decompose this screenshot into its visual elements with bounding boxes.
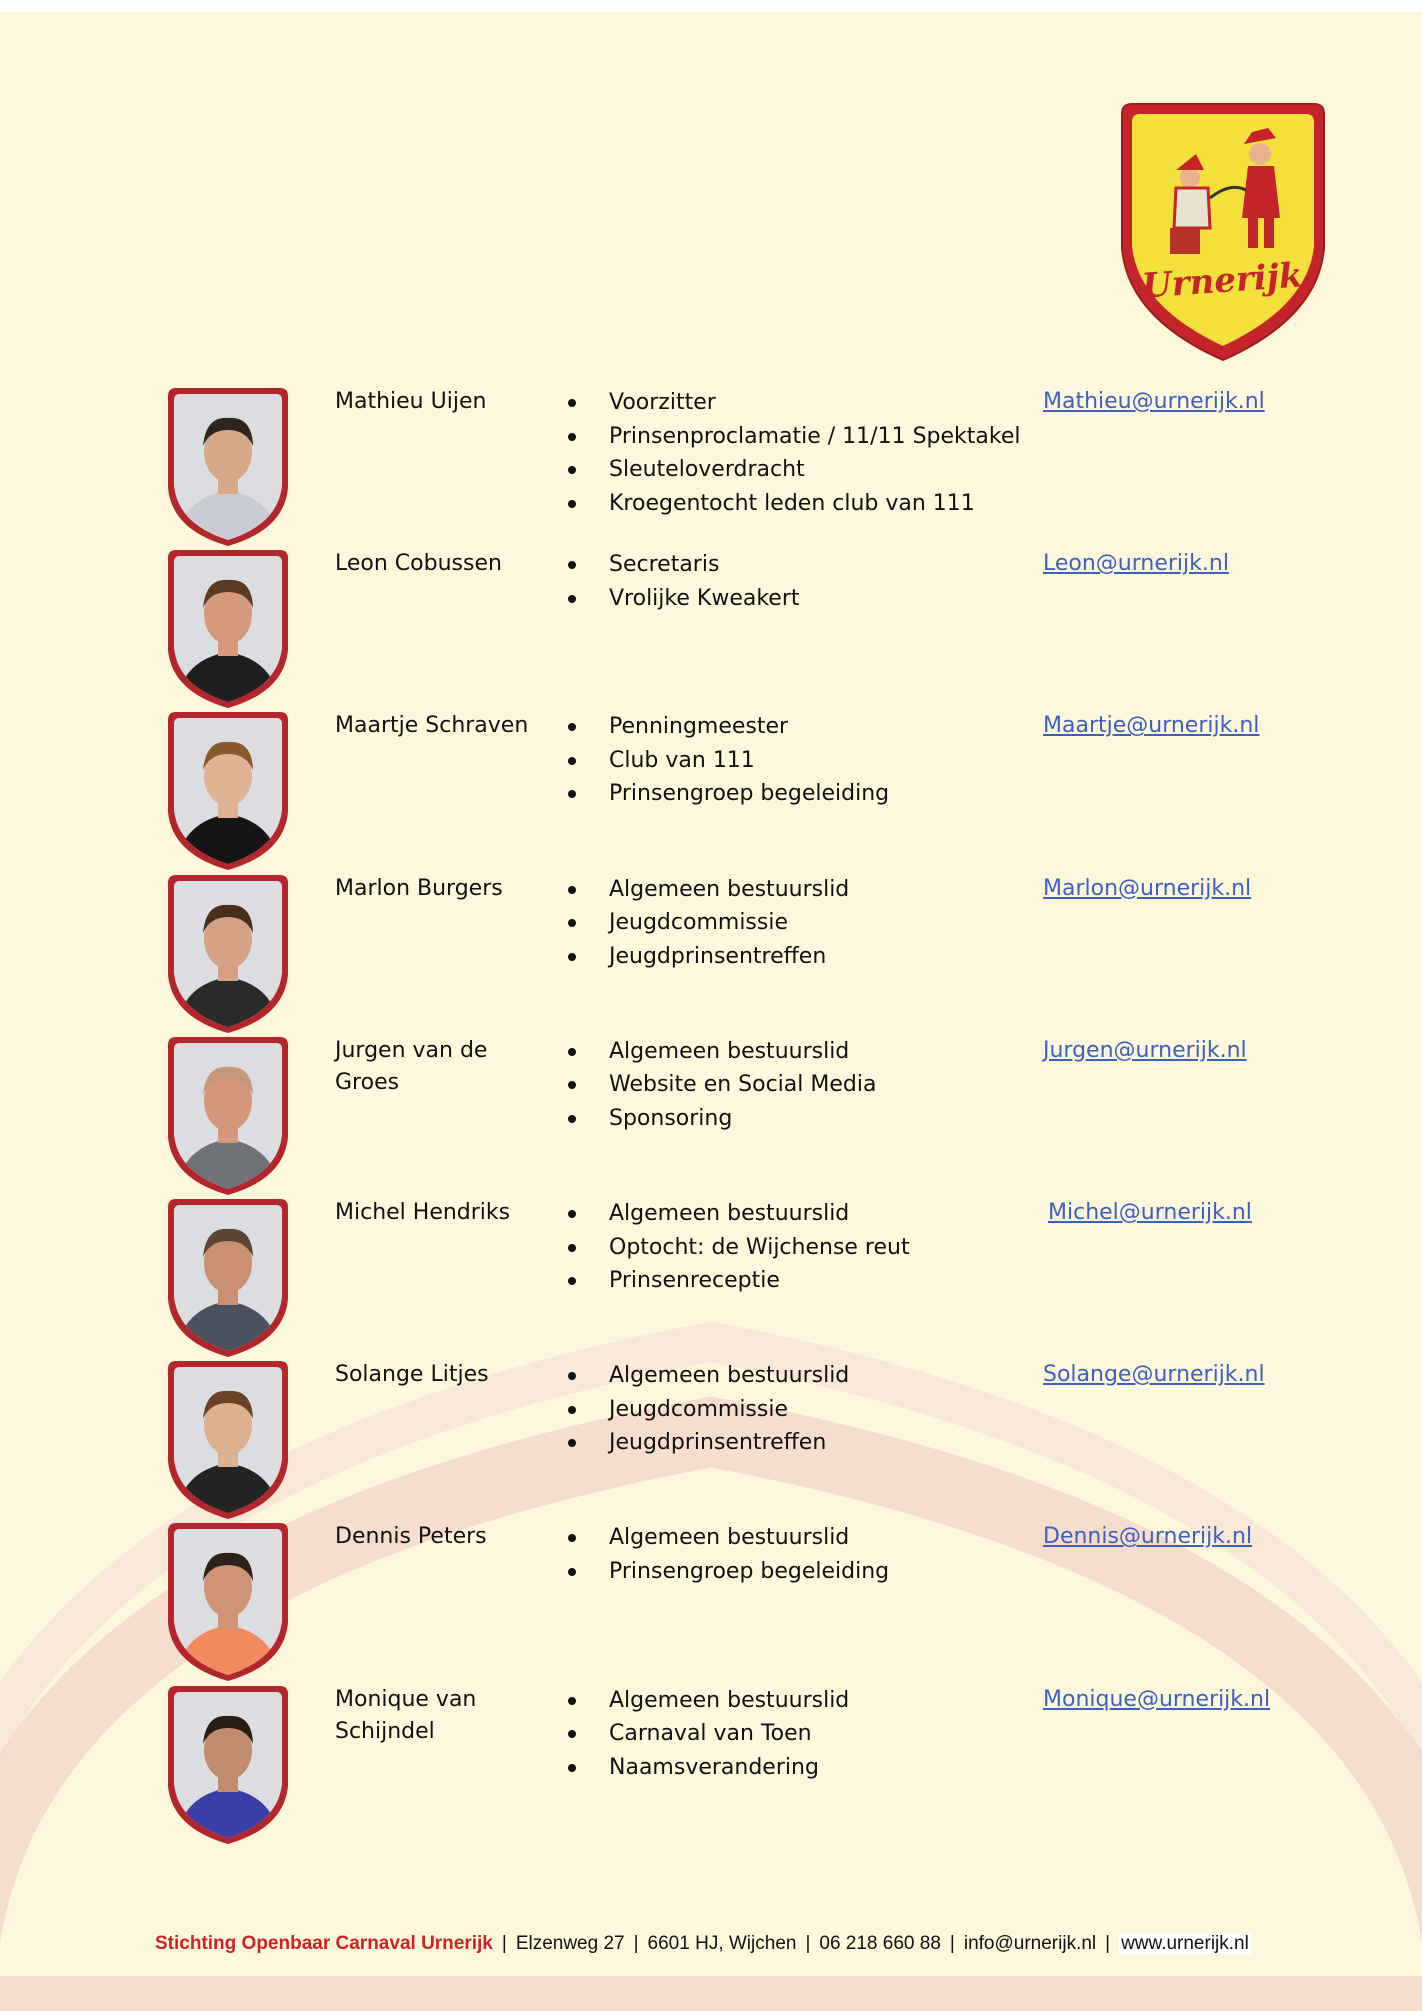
member-avatar [166,548,290,708]
member-email-link[interactable]: Marlon@urnerijk.nl [1043,875,1252,901]
member-email-link[interactable]: Maartje@urnerijk.nl [1043,713,1260,739]
member-avatar [166,1521,290,1681]
role-item [560,1359,849,1393]
role-item [560,1555,889,1589]
role-text: Voorzitter [609,390,716,415]
member-avatar [166,873,290,1033]
member-email-link[interactable]: Leon@urnerijk.nl [1043,551,1229,577]
role-text: Jeugdcommissie [609,1396,788,1422]
urnerijk-logo [1118,98,1328,362]
member-row [0,1359,1422,1521]
footer-email[interactable]: info@urnerijk.nl [963,1933,1097,1954]
footer [155,1930,1251,1958]
logo-text: Urnerijk [1140,255,1304,307]
member-email-link[interactable]: Mathieu@urnerijk.nl [1043,389,1265,414]
bullet-icon [568,466,576,474]
bullet-icon [568,757,576,765]
bullet-icon [568,1439,576,1447]
role-text: Sponsoring [609,1105,733,1131]
role-item [560,487,1021,521]
bullet-icon [568,1764,576,1772]
role-item [560,873,849,907]
member-row [0,386,1422,548]
role-text: Prinsengroep begeleiding [609,1558,890,1584]
role-item [560,1751,849,1785]
role-item [560,1717,849,1751]
bullet-icon [568,500,576,508]
role-item [560,1393,849,1427]
role-item [560,1426,849,1460]
member-email-link[interactable]: Dennis@urnerijk.nl [1043,1524,1253,1550]
member-roles [560,873,849,974]
role-text: Jeugdcommissie [609,910,788,936]
footer-separator: | [1105,1933,1111,1954]
role-item [560,386,1021,420]
member-roles [560,710,889,811]
role-text: Algemeen bestuurslid [609,1363,850,1389]
role-text: Prinsenproclamatie / 11/11 Spektakel [609,423,1021,449]
role-text: Naamsverandering [609,1754,819,1780]
bullet-icon [568,1210,576,1218]
role-item [560,1231,910,1265]
member-name: Monique van Schijndel [335,1686,477,1744]
role-text: Algemeen bestuurslid [609,1687,850,1713]
bullet-icon [568,1048,576,1056]
role-text: Secretaris [609,552,720,578]
bullet-icon [568,1534,576,1542]
member-row [0,1521,1422,1683]
role-text: Jeugdprinsentreffen [609,943,827,969]
member-row [0,1197,1422,1359]
bullet-icon [568,1568,576,1576]
bullet-icon [568,399,576,407]
role-item [560,777,889,811]
footer-phone: 06 218 660 88 [819,1933,941,1954]
member-row [0,548,1422,710]
member-name: Dennis Peters [335,1524,487,1550]
role-item [560,1102,876,1136]
bullet-icon [568,1730,576,1738]
bullet-icon [568,433,576,441]
footer-separator: | [805,1933,811,1954]
bullet-icon [568,595,576,603]
bullet-icon [568,919,576,927]
role-item [560,1197,910,1231]
page [0,12,1422,2011]
bullet-icon [568,723,576,731]
member-row [0,873,1422,1035]
member-email-link[interactable]: Solange@urnerijk.nl [1043,1362,1265,1388]
member-avatar [166,1035,290,1195]
member-avatar [166,1684,290,1844]
member-avatar [166,1197,290,1357]
footer-city: 6601 HJ, Wijchen [647,1933,797,1954]
role-item [560,710,889,744]
bullet-icon [568,1244,576,1252]
role-text: Algemeen bestuurslid [609,1038,850,1064]
role-item [560,582,800,616]
role-text: Website en Social Media [609,1072,877,1098]
role-text: Club van 111 [609,747,755,773]
member-row [0,1684,1422,1846]
member-name: Mathieu Uijen [335,389,487,414]
role-item [560,1035,876,1069]
member-roles [560,1359,849,1460]
member-name: Maartje Schraven [335,713,529,739]
member-roles [560,548,800,615]
role-item [560,1521,889,1555]
bullet-icon [568,1406,576,1414]
role-item [560,548,800,582]
bullet-icon [568,1697,576,1705]
footer-separator: | [949,1933,955,1954]
member-name: Marlon Burgers [335,875,503,901]
footer-separator: | [633,1933,639,1954]
role-item [560,453,1021,487]
role-text: Penningmeester [609,714,789,740]
role-text: Vrolijke Kweakert [609,585,800,611]
member-email-link[interactable]: Jurgen@urnerijk.nl [1043,1037,1247,1063]
footer-website[interactable]: www.urnerijk.nl [1121,1933,1249,1954]
role-text: Optocht: de Wijchense reut [609,1234,910,1260]
member-roles [560,1521,889,1588]
footer-address: Elzenweg 27 [515,1933,625,1954]
member-avatar [166,1359,290,1519]
role-item [560,940,849,974]
role-text: Jeugdprinsentreffen [609,1430,827,1456]
member-name: Michel Hendriks [335,1200,511,1225]
member-row [0,710,1422,872]
member-email-link[interactable]: Michel@urnerijk.nl [1048,1200,1252,1225]
member-name: Solange Litjes [335,1362,489,1388]
bullet-icon [568,1277,576,1285]
role-item [560,1264,910,1298]
bullet-icon [568,1372,576,1380]
bullet-icon [568,953,576,961]
member-avatar [166,386,290,546]
member-roles [560,1035,876,1136]
member-name: Jurgen van de Groes [335,1037,488,1095]
role-item [560,744,889,778]
footer-organization: Stichting Openbaar Carnaval Urnerijk [155,1933,493,1954]
bullet-icon [568,790,576,798]
member-name: Leon Cobussen [335,551,502,577]
bullet-icon [568,886,576,894]
member-row [0,1035,1422,1197]
role-item [560,420,1021,454]
bullet-icon [568,561,576,569]
role-text: Carnaval van Toen [609,1721,812,1747]
member-roles [560,1197,910,1298]
member-email-link[interactable]: Monique@urnerijk.nl [1043,1686,1271,1712]
role-text: Sleuteloverdracht [609,457,805,482]
role-item [560,1684,849,1718]
member-roles [560,1684,849,1785]
bullet-icon [568,1081,576,1089]
role-item [560,1068,876,1102]
member-avatar [166,710,290,870]
role-text: Prinsengroep begeleiding [609,781,890,807]
bullet-icon [568,1115,576,1123]
role-text: Algemeen bestuurslid [609,1201,850,1226]
role-text: Algemeen bestuurslid [609,1525,850,1551]
footer-separator: | [501,1933,507,1954]
member-roles [560,386,1021,520]
role-text: Prinsenreceptie [609,1268,780,1293]
role-item [560,906,849,940]
role-text: Kroegentocht leden club van 111 [609,490,975,516]
role-text: Algemeen bestuurslid [609,876,850,902]
